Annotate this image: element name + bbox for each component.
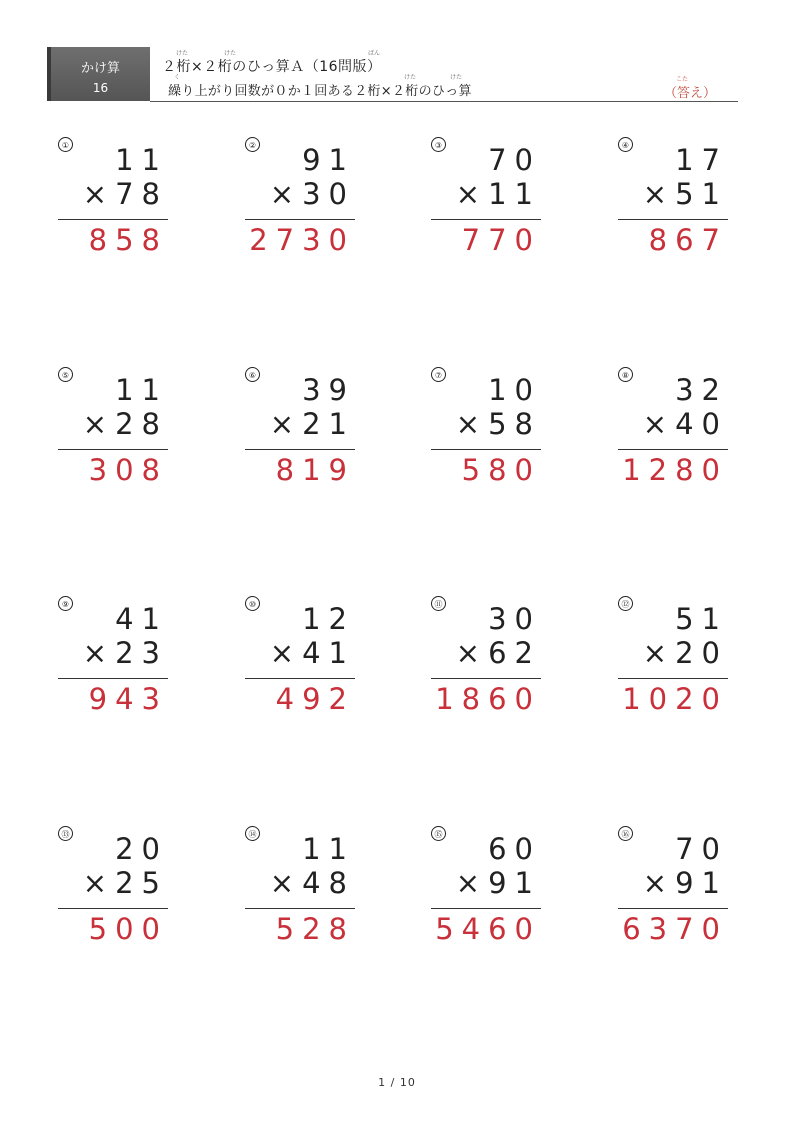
problem-number: ⑯ bbox=[618, 826, 633, 841]
problem-number: ⑭ bbox=[245, 826, 260, 841]
multiplicand: 10 bbox=[488, 373, 541, 407]
multiplier: ×28 bbox=[82, 407, 168, 441]
multiplicand: 70 bbox=[675, 832, 728, 866]
page-number: 1 / 10 bbox=[378, 1076, 416, 1089]
answer: 500 bbox=[88, 912, 168, 946]
problem-number: ⑮ bbox=[431, 826, 446, 841]
sum-line bbox=[58, 219, 168, 220]
problem-13 bbox=[58, 826, 208, 946]
problem-6 bbox=[245, 367, 395, 487]
sum-line bbox=[618, 449, 728, 450]
answer: 1280 bbox=[622, 453, 728, 487]
multiplicand: 60 bbox=[488, 832, 541, 866]
sum-line bbox=[618, 219, 728, 220]
problem-number: ③ bbox=[431, 137, 446, 152]
answer: 5460 bbox=[435, 912, 541, 946]
multiplier: ×91 bbox=[455, 866, 541, 900]
sum-line bbox=[245, 908, 355, 909]
problem-3 bbox=[431, 137, 581, 257]
problem-number: ⑥ bbox=[245, 367, 260, 382]
problem-number: ⑧ bbox=[618, 367, 633, 382]
problem-number: ② bbox=[245, 137, 260, 152]
answer-label: （答え） bbox=[664, 86, 717, 101]
multiplier: ×30 bbox=[269, 177, 355, 211]
furigana-ban: ばん bbox=[368, 50, 381, 57]
page-subtitle: 繰り上がり回数が０か１回ある２桁×２桁のひっ算 bbox=[168, 84, 472, 99]
problem-12 bbox=[618, 596, 768, 716]
multiplier: ×25 bbox=[82, 866, 168, 900]
problem-1 bbox=[58, 137, 208, 257]
answer: 943 bbox=[88, 682, 168, 716]
multiplicand: 11 bbox=[115, 373, 168, 407]
multiplicand: 11 bbox=[302, 832, 355, 866]
multiplier: ×48 bbox=[269, 866, 355, 900]
sum-line bbox=[245, 678, 355, 679]
multiplier: ×20 bbox=[642, 636, 728, 670]
page-title: ２桁×２桁のひっ算Ａ（16問版） bbox=[162, 59, 382, 75]
problem-number: ⑦ bbox=[431, 367, 446, 382]
problem-5 bbox=[58, 367, 208, 487]
sum-line bbox=[245, 449, 355, 450]
answer: 2730 bbox=[249, 223, 355, 257]
furigana-kotae: こた bbox=[676, 76, 689, 83]
problem-4 bbox=[618, 137, 768, 257]
sum-line bbox=[431, 678, 541, 679]
answer: 528 bbox=[275, 912, 355, 946]
sum-line bbox=[431, 219, 541, 220]
furigana-keta-3: けた bbox=[404, 74, 417, 81]
sum-line bbox=[618, 678, 728, 679]
multiplier: ×40 bbox=[642, 407, 728, 441]
problem-number: ⑩ bbox=[245, 596, 260, 611]
problem-number: ④ bbox=[618, 137, 633, 152]
problem-number: ⑫ bbox=[618, 596, 633, 611]
sum-line bbox=[58, 678, 168, 679]
multiplicand: 32 bbox=[675, 373, 728, 407]
multiplicand: 17 bbox=[675, 143, 728, 177]
answer: 308 bbox=[88, 453, 168, 487]
problem-14 bbox=[245, 826, 395, 946]
furigana-kuri: く bbox=[174, 74, 181, 81]
problem-10 bbox=[245, 596, 395, 716]
multiplicand: 41 bbox=[115, 602, 168, 636]
problem-number: ⑬ bbox=[58, 826, 73, 841]
multiplier: ×58 bbox=[455, 407, 541, 441]
sum-line bbox=[58, 449, 168, 450]
furigana-keta-4: けた bbox=[450, 74, 463, 81]
multiplicand: 70 bbox=[488, 143, 541, 177]
problem-9 bbox=[58, 596, 208, 716]
sum-line bbox=[58, 908, 168, 909]
sum-line bbox=[431, 908, 541, 909]
multiplicand: 20 bbox=[115, 832, 168, 866]
problem-15 bbox=[431, 826, 581, 946]
furigana-keta-1: けた bbox=[176, 50, 189, 57]
problem-7 bbox=[431, 367, 581, 487]
answer: 6370 bbox=[622, 912, 728, 946]
header-rule bbox=[150, 101, 738, 102]
sum-line bbox=[618, 908, 728, 909]
multiplier: ×41 bbox=[269, 636, 355, 670]
answer: 867 bbox=[648, 223, 728, 257]
problem-number: ⑨ bbox=[58, 596, 73, 611]
multiplier: ×23 bbox=[82, 636, 168, 670]
multiplicand: 51 bbox=[675, 602, 728, 636]
multiplicand: 91 bbox=[302, 143, 355, 177]
problem-16 bbox=[618, 826, 768, 946]
problem-number: ① bbox=[58, 137, 73, 152]
multiplier: ×51 bbox=[642, 177, 728, 211]
multiplicand: 39 bbox=[302, 373, 355, 407]
multiplicand: 12 bbox=[302, 602, 355, 636]
multiplicand: 30 bbox=[488, 602, 541, 636]
answer: 770 bbox=[461, 223, 541, 257]
problem-11 bbox=[431, 596, 581, 716]
answer: 858 bbox=[88, 223, 168, 257]
sheet-number: 16 bbox=[92, 81, 109, 95]
answer: 580 bbox=[461, 453, 541, 487]
problem-number: ⑪ bbox=[431, 596, 446, 611]
sum-line bbox=[431, 449, 541, 450]
answer: 1860 bbox=[435, 682, 541, 716]
sum-line bbox=[245, 219, 355, 220]
multiplier: ×21 bbox=[269, 407, 355, 441]
multiplier: ×11 bbox=[455, 177, 541, 211]
furigana-keta-2: けた bbox=[224, 50, 237, 57]
multiplier: ×78 bbox=[82, 177, 168, 211]
multiplier: ×91 bbox=[642, 866, 728, 900]
answer: 492 bbox=[275, 682, 355, 716]
problem-8 bbox=[618, 367, 768, 487]
problem-number: ⑤ bbox=[58, 367, 73, 382]
multiplicand: 11 bbox=[115, 143, 168, 177]
sheet-label-box bbox=[47, 47, 150, 101]
category-label: かけ算 bbox=[80, 61, 120, 76]
multiplier: ×62 bbox=[455, 636, 541, 670]
answer: 819 bbox=[275, 453, 355, 487]
problem-2 bbox=[245, 137, 395, 257]
answer: 1020 bbox=[622, 682, 728, 716]
